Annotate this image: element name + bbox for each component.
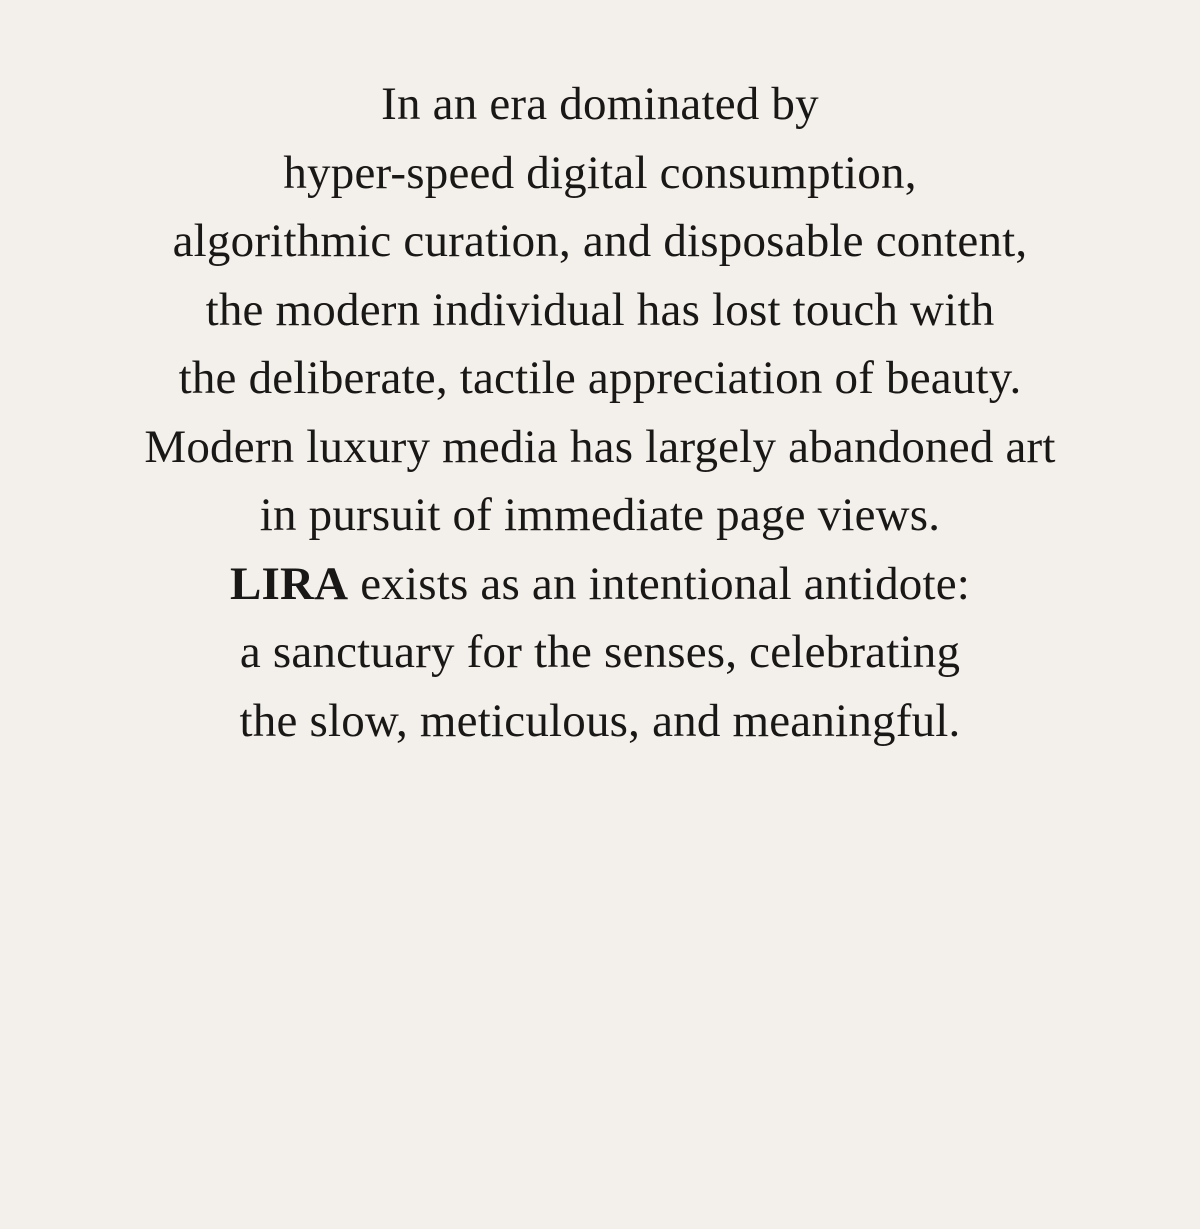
- manifesto-line: In an era dominated by: [381, 78, 819, 130]
- manifesto-line: the slow, meticulous, and meaningful.: [239, 694, 961, 747]
- manifesto-line-brand: [0, 550, 1200, 619]
- manifesto-line: the deliberate, tactile appreciation of beauty.: [178, 352, 1022, 404]
- manifesto-text: [0, 70, 1200, 755]
- manifesto-line: the modern individual has lost touch with: [205, 283, 995, 336]
- manifesto-line: a sanctuary for the senses, celebrating: [239, 626, 961, 678]
- manifesto-line: in pursuit of immediate page views.: [259, 489, 941, 541]
- manifesto-line-text: exists as an intentional antidote:: [348, 557, 971, 610]
- manifesto-line: algorithmic curation, and disposable content,: [172, 215, 1028, 267]
- manifesto-line: Modern luxury media has largely abandoned art: [144, 420, 1056, 473]
- manifesto-line: hyper-speed digital consumption,: [283, 146, 917, 199]
- brand-name: LIRA: [229, 557, 349, 610]
